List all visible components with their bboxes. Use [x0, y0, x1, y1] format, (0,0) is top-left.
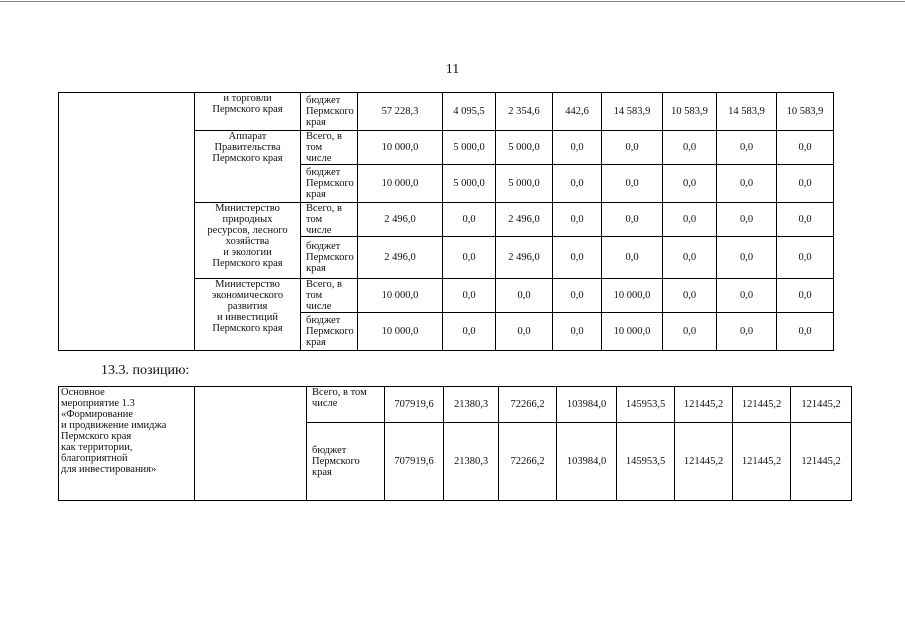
- value-cell: 0,0: [443, 279, 496, 313]
- value-cell: 0,0: [602, 131, 663, 165]
- value-cell: 5 000,0: [496, 131, 553, 165]
- value-cell: 10 000,0: [358, 279, 443, 313]
- value-cell: 0,0: [496, 279, 553, 313]
- value-cell: 121445,2: [733, 423, 791, 501]
- value-cell: 0,0: [663, 313, 717, 351]
- value-cell: 121445,2: [791, 387, 852, 423]
- value-cell: 10 583,9: [663, 93, 717, 131]
- funding-source-cell: бюджет Пермского края: [301, 93, 358, 131]
- value-cell: 10 000,0: [602, 279, 663, 313]
- value-cell: 145953,5: [617, 387, 675, 423]
- scan-edge-line: [0, 1, 905, 2]
- value-cell: 0,0: [777, 279, 834, 313]
- value-cell: 10 000,0: [602, 313, 663, 351]
- organization-cell: и торговли Пермского края: [195, 93, 301, 131]
- value-cell: 0,0: [602, 165, 663, 203]
- value-cell: 121445,2: [675, 387, 733, 423]
- empty-cell: [195, 387, 307, 501]
- value-cell: 707919,6: [385, 387, 444, 423]
- value-cell: 121445,2: [733, 387, 791, 423]
- value-cell: 0,0: [443, 203, 496, 237]
- value-cell: 0,0: [553, 279, 602, 313]
- value-cell: 2 496,0: [496, 203, 553, 237]
- value-cell: 0,0: [496, 313, 553, 351]
- empty-cell: [59, 93, 195, 351]
- activity-name-cell: Основное мероприятие 1.3 «Формирование и продвижение имиджа Пермского края как территории, благоприятной для инвестирования»: [59, 387, 195, 501]
- value-cell: 10 000,0: [358, 313, 443, 351]
- value-cell: 707919,6: [385, 423, 444, 501]
- organization-cell: Министерство экономического развития и инвестиций Пермского края: [195, 279, 301, 351]
- value-cell: 0,0: [717, 279, 777, 313]
- value-cell: 103984,0: [557, 423, 617, 501]
- funding-source-cell: бюджет Пермского края: [307, 423, 385, 501]
- value-cell: 10 000,0: [358, 131, 443, 165]
- value-cell: 5 000,0: [443, 165, 496, 203]
- value-cell: 10 583,9: [777, 93, 834, 131]
- funding-source-cell: Всего, в том числе: [301, 203, 358, 237]
- table-row: [59, 93, 834, 131]
- budget-table-position: [58, 386, 852, 501]
- table-row: [59, 387, 852, 423]
- value-cell: 0,0: [717, 165, 777, 203]
- funding-source-cell: Всего, в том числе: [301, 131, 358, 165]
- funding-source-cell: бюджет Пермского края: [301, 313, 358, 351]
- value-cell: 0,0: [717, 313, 777, 351]
- value-cell: 4 095,5: [443, 93, 496, 131]
- value-cell: 2 354,6: [496, 93, 553, 131]
- value-cell: 0,0: [717, 203, 777, 237]
- value-cell: 0,0: [777, 165, 834, 203]
- value-cell: 5 000,0: [496, 165, 553, 203]
- funding-source-cell: Всего, в том числе: [301, 279, 358, 313]
- funding-source-cell: бюджет Пермского края: [301, 237, 358, 279]
- value-cell: 72266,2: [499, 423, 557, 501]
- value-cell: 442,6: [553, 93, 602, 131]
- value-cell: 0,0: [777, 131, 834, 165]
- value-cell: 0,0: [777, 313, 834, 351]
- organization-cell: Аппарат Правительства Пермского края: [195, 131, 301, 203]
- value-cell: 2 496,0: [496, 237, 553, 279]
- value-cell: 0,0: [777, 203, 834, 237]
- value-cell: 0,0: [777, 237, 834, 279]
- funding-source-cell: бюджет Пермского края: [301, 165, 358, 203]
- value-cell: 2 496,0: [358, 203, 443, 237]
- funding-source-cell: Всего, в том числе: [307, 387, 385, 423]
- value-cell: 0,0: [663, 165, 717, 203]
- value-cell: 0,0: [553, 131, 602, 165]
- value-cell: 0,0: [553, 237, 602, 279]
- value-cell: 0,0: [717, 237, 777, 279]
- section-label: 13.3. позицию:: [101, 363, 190, 378]
- value-cell: 0,0: [443, 313, 496, 351]
- value-cell: 0,0: [663, 279, 717, 313]
- value-cell: 2 496,0: [358, 237, 443, 279]
- value-cell: 21380,3: [444, 423, 499, 501]
- value-cell: 57 228,3: [358, 93, 443, 131]
- value-cell: 0,0: [663, 203, 717, 237]
- value-cell: 121445,2: [791, 423, 852, 501]
- organization-cell: Министерство природных ресурсов, лесного хозяйства и экологии Пермского края: [195, 203, 301, 279]
- value-cell: 14 583,9: [602, 93, 663, 131]
- value-cell: 14 583,9: [717, 93, 777, 131]
- page-number: 11: [445, 62, 460, 77]
- value-cell: 121445,2: [675, 423, 733, 501]
- value-cell: 0,0: [602, 203, 663, 237]
- value-cell: 0,0: [717, 131, 777, 165]
- value-cell: 103984,0: [557, 387, 617, 423]
- value-cell: 0,0: [602, 237, 663, 279]
- value-cell: 10 000,0: [358, 165, 443, 203]
- value-cell: 0,0: [663, 237, 717, 279]
- value-cell: 5 000,0: [443, 131, 496, 165]
- value-cell: 0,0: [553, 313, 602, 351]
- value-cell: 145953,5: [617, 423, 675, 501]
- value-cell: 0,0: [553, 203, 602, 237]
- budget-table-continued: [58, 92, 834, 351]
- value-cell: 21380,3: [444, 387, 499, 423]
- value-cell: 0,0: [663, 131, 717, 165]
- value-cell: 72266,2: [499, 387, 557, 423]
- value-cell: 0,0: [553, 165, 602, 203]
- value-cell: 0,0: [443, 237, 496, 279]
